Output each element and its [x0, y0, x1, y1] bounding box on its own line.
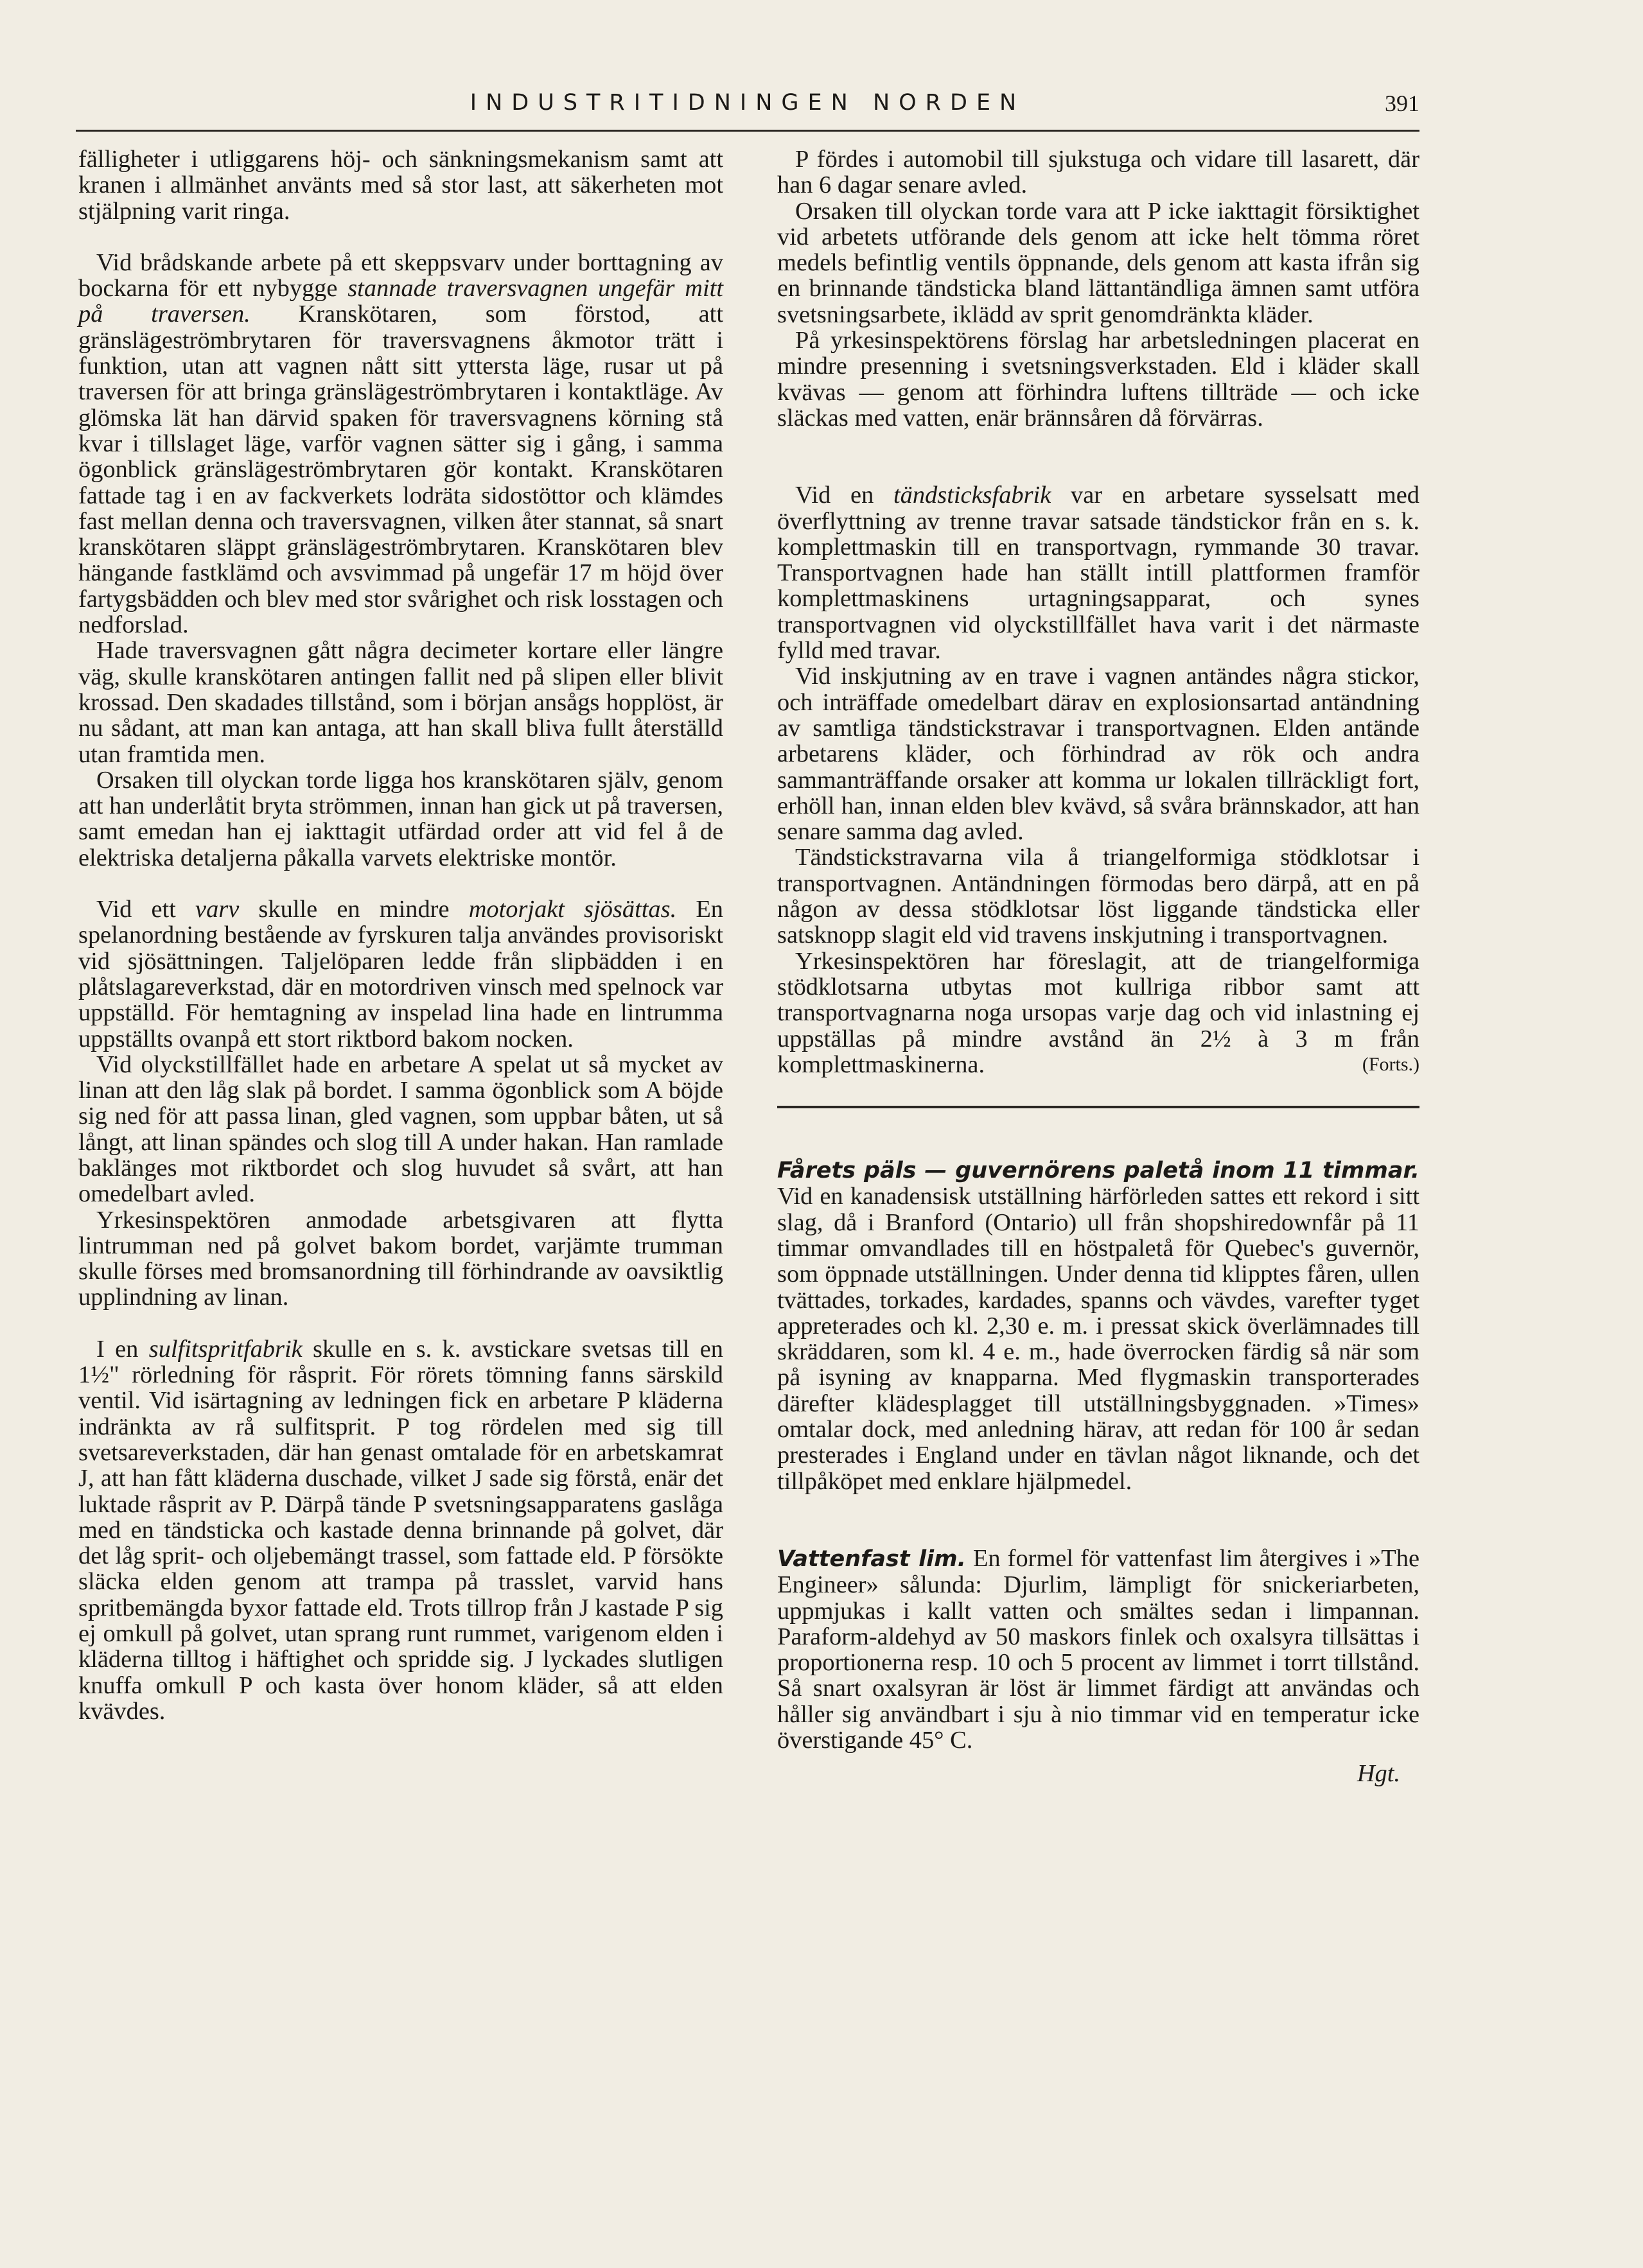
- paragraph: Vid inskjutning av en trave i vagnen antändes några stickor, och inträffade omedelbart därav en explosionsartad antändning av samtliga tändstickstravar i transportvagnen. Elden antände arbetarens kläder, och förhindrad av rök och andra sammanträffande orsaker att komma ur lokalen tillräckligt fort, erhöll han, innan elden blev kvävd, så svåra brännskador, att han senare samma dag avled.: [777, 663, 1419, 846]
- paragraph: Orsaken till olyckan torde ligga hos kranskötaren själv, genom att han underlåtit bryta strömmen, innan han gick ut på traversen, samt emedan han ej iakttagit utfärdad order att vid fel å de elektriska detaljerna påkalla varvets elektriske montör.: [78, 766, 723, 871]
- paragraph: Vid olyckstillfället hade en arbetare A spelat ut så mycket av linan att den låg slak på bordet. I samma ögonblick som A böjde sig ned för att passa linan, gled vagnen, som uppbar båten, ut så långt, att linan spändes och slog till A under hakan. Han ramlade baklänges mot riktbordet och slog huvudet så svårt, att han omedelbart avled.: [78, 1051, 723, 1208]
- page-header: [76, 90, 1419, 128]
- paragraph: Yrkesinspektören anmodade arbetsgivaren att flytta lintrumman ned på golvet bakom bordet, varjämte trumman skulle förses med bromsanordning till förhindrande av oavsiktlig upplindning av linan.: [78, 1206, 723, 1311]
- paragraph: Tändstickstravarna vila å triangelformiga stödklotsar i transportvagnen. Antändningen förmodas bero därpå, att en på någon av dessa stödklotsar löst liggande tändsticka eller satsknopp slagit eld vid travens inskjutning i transportvagnen.: [777, 844, 1419, 949]
- news-heading: Fårets päls — guvernörens paletå inom 11 timmar.: [777, 1158, 1419, 1184]
- paragraph: Hade traversvagnen gått några decimeter kortare eller längre väg, skulle kranskötaren antingen fallit ned på slipen eller blivit krossad. Den skadades tillstånd, som i början ansågs hopplöst, är nu sådant, att man kan antaga, att han skall bliva fullt återställd utan framtida men.: [78, 637, 723, 768]
- right-column: [777, 146, 1419, 1787]
- paragraph: Vid brådskande arbete på ett skeppsvarv under borttagning av bockarna för ett nybygge stannade traversvagnen ungefär mitt på traversen. Kranskötaren, som förstod, att gränslägeströmbrytaren för traversvagnens åkmotor trätt i funktion, utan att vagnen nått sitt yttersta läge, rusar ut på traversen för att bringa gränslägeströmbrytaren i kontaktläge. Av glömska lät han därvid spaken för traversvagnens körning stå kvar i tillslaget läge, varför vagnen sätter sig i gång, i samma ögonblick gränslägeströmbrytaren gör kontakt. Kranskötaren fattade tag i en av fackverkets lodräta sidostöttor och klämdes fast mellan denna och traversvagnen, vilken åter stannat, så snart kranskötaren släppt gränslägeströmbrytaren. Kranskötaren blev hängande fastklämd och avsvimmad på ungefär 17 m höjd över fartygsbädden och blev med stor svårighet och risk losstagen och nedforslad.: [78, 249, 723, 639]
- paragraph: På yrkesinspektörens förslag har arbetsledningen placerat en mindre presenning i svetsningsverkstaden. Eld i kläder skall kvävas — genom att förhindra luftens tillträde — och icke släckas med vatten, enär brännsåren då förvärras.: [777, 327, 1419, 432]
- paragraph: P fördes i automobil till sjukstuga och vidare till lasarett, där han 6 dagar senare avled.: [777, 146, 1419, 199]
- paragraph: Vid en tändsticksfabrik var en arbetare sysselsatt med överflyttning av trenne travar satsade tändstickor från en s. k. komplettmaskin till en transportvagn, rymmande 30 travar. Transportvagnen hade han ställt intill plattformen framför komplettmaskinens urtagningsapparat, och synes transportvagnen vid olyckstillfället hava varit i det närmaste fylld med travar.: [777, 482, 1419, 665]
- news-item-glue: Vattenfast lim. En formel för vattenfast lim återgives i »The Engineer» sålunda: Djurlim, lämpligt för snickeriarbeten, uppmjukas i kallt vatten och smältes sedan i limpannan. Paraform-aldehyd av 50 maskors finlek och oxalsyra tillsättas i proportionerna resp. 10 och 5 procent av limmet i torrt tillstånd. Så snart oxalsyran är löst är limmet färdigt att användas och håller sig användbart i sju à nio timmar vid en temperatur icke överstigande 45° C.: [777, 1544, 1419, 1754]
- page-number: 391: [1385, 91, 1419, 116]
- paragraph: Yrkesinspektören har föreslagit, att de triangelformiga stödklotsarna utbytas mot kullriga ribbor samt att transportvagnarna noga ursopas varje dag och vid inlastning ej uppställas på mindre avstånd än 2½ à 3 m från komplettmaskinerna. (Forts.): [777, 947, 1419, 1078]
- paragraph: I en sulfitspritfabrik skulle en s. k. avstickare svetsas till en 1½" rörledning för råsprit. För rörets tömning fanns särskild ventil. Vid isärtagning av ledningen fick en arbetare P kläderna indränkta av rå sulfitsprit. P tog rördelen med sig till svetsareverkstaden, där han genast omtalade för en arbetskamrat J, att han fått kläderna duschade, vilket J sade sig förstå, enär det luktade råsprit av P. Därpå tände P svetsningsapparatens gaslåga med en tändsticka och kastade denna brinnande på golvet, där det låg sprit- och oljebemängt trassel, som fattade eld. P försökte släcka elden genom att trampa på trasslet, varvid hans spritbemängda byxor fattade eld. Trots tillrop från J kastade P sig ej omkull på golvet, utan sprang runt rummet, varigenom elden i kläderna tilltog i häftighet och spridde sig. J lyckades slutligen knuffa omkull P och kasta över honom kläder, så att elden kvävdes.: [78, 1335, 723, 1725]
- journal-title: INDUSTRITIDNINGEN NORDEN: [470, 90, 1026, 116]
- section-rule: [777, 1106, 1419, 1108]
- left-column: [78, 146, 723, 1724]
- news-item-wool-coat: Fårets päls — guvernörens paletå inom 11 timmar. Vid en kanadensisk utställning härförleden sattes ett rekord i sitt slag, då i Branford (Ontario) ull från shopshiredownfår på 11 timmar omvandlades till en höstpaletå för Quebec's guvernör, som öppnade utställningen. Under denna tid klipptes fåren, ullen tvättades, torkades, kardades, spanns och vävdes, varefter tyget appreterades och kl. 2,30 e. m. i pressat skick överlämnades till skräddaren, som kl. 4 e. m., hade överrocken färdig så när som på isyning av knapparna. Med flygmaskin transporterades därefter klädesplagget till utställningsbyggnaden. »Times» omtalar dock, med anledning härav, att redan för 100 år sedan presterades i England under en tävlan något liknande, och det tillpåköpet med enklare hjälpmedel.: [777, 1158, 1419, 1495]
- author-signature: Hgt.: [1357, 1760, 1400, 1788]
- continued-note: (Forts.): [1362, 1053, 1419, 1075]
- paragraph: fälligheter i utliggarens höj- och sänkningsmekanism samt att kranen i allmänhet använts med så stor last, att säkerheten mot stjälpning varit ringa.: [78, 146, 723, 225]
- paragraph: Vid ett varv skulle en mindre motorjakt sjösättas. En spelanordning bestående av fyrskuren talja användes provisoriskt vid sjösättningen. Taljelöparen ledde från slipbädden i en plåtslagareverkstad, där en motordriven vinsch med spelnock var uppställd. För hemtagning av inspelad lina hade en lintrumma uppställts ovanpå ett stort riktbord bakom nocken.: [78, 896, 724, 1052]
- news-heading: Vattenfast lim.: [777, 1546, 966, 1572]
- header-rule: [76, 130, 1419, 132]
- paragraph: Orsaken till olyckan torde vara att P icke iakttagit försiktighet vid arbetets utförande dels genom att icke helt tömma röret medels befintlig ventils öppnande, dels genom att kasta ifrån sig en brinnande tändsticka bland lättantändliga ämnen samt utföra svetsningsarbete, iklädd av sprit genomdränkta kläder.: [777, 197, 1419, 328]
